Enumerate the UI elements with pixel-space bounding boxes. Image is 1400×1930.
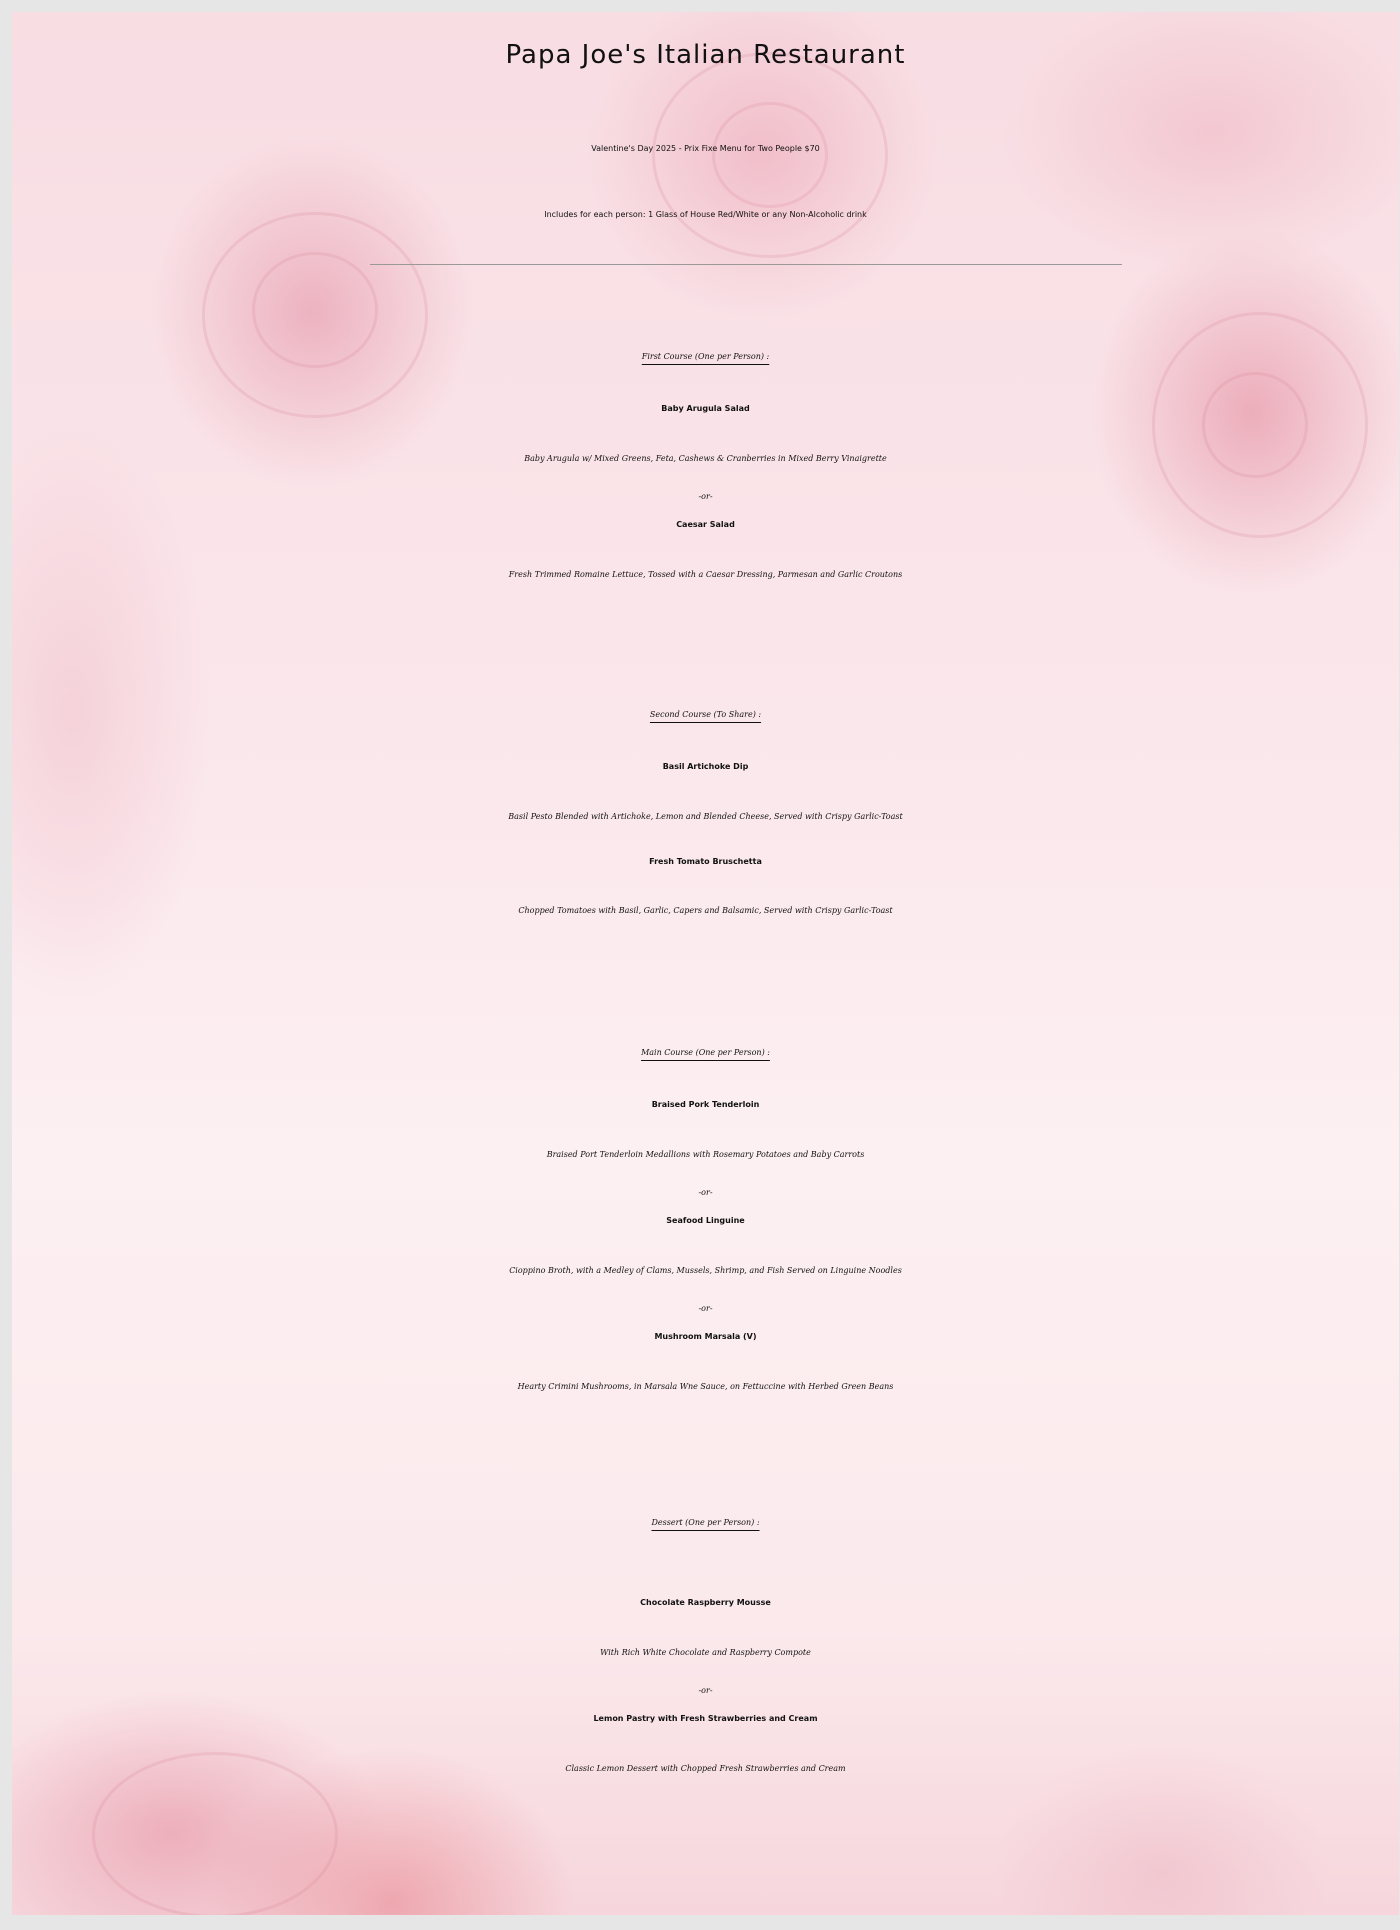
dish-name: Fresh Tomato Bruschetta <box>649 857 762 866</box>
course-heading-main: Main Course (One per Person) : <box>641 1048 770 1057</box>
or-separator: -or- <box>698 1304 713 1313</box>
dish-name: Seafood Linguine <box>666 1216 745 1225</box>
or-separator: -or- <box>698 1686 713 1695</box>
dish-description: Classic Lemon Dessert with Chopped Fresh Strawberries and Cream <box>565 1764 846 1773</box>
dish-description: Baby Arugula w/ Mixed Greens, Feta, Cashews & Cranberries in Mixed Berry Vinaigrette <box>524 454 887 463</box>
dish-description: Hearty Crimini Mushrooms, in Marsala Wne Sauce, on Fettuccine with Herbed Green Beans <box>517 1382 894 1391</box>
or-separator: -or- <box>698 492 713 501</box>
dish-description: Cioppino Broth, with a Medley of Clams, Mussels, Shrimp, and Fish Served on Linguine Noodles <box>509 1266 902 1275</box>
or-separator: -or- <box>698 1188 713 1197</box>
course-heading-second: Second Course (To Share) : <box>649 710 762 719</box>
dish-name: Chocolate Raspberry Mousse <box>640 1598 771 1607</box>
course-heading-dessert: Dessert (One per Person) : <box>651 1518 760 1527</box>
menu-page <box>12 12 1399 1915</box>
dish-name: Basil Artichoke Dip <box>662 762 749 771</box>
menu-content <box>12 12 1399 1915</box>
course-heading-first: First Course (One per Person) : <box>641 352 770 361</box>
dish-description: Braised Port Tenderloin Medallions with Rosemary Potatoes and Baby Carrots <box>546 1150 865 1159</box>
dish-description: Fresh Trimmed Romaine Lettuce, Tossed with a Caesar Dressing, Parmesan and Garlic Croutons <box>508 570 903 579</box>
menu-includes: Includes for each person: 1 Glass of House Red/White or any Non-Alcoholic drink <box>544 210 867 219</box>
dish-name: Caesar Salad <box>676 520 735 529</box>
dish-name: Braised Pork Tenderloin <box>651 1100 760 1109</box>
restaurant-title: Papa Joe's Italian Restaurant <box>505 40 906 70</box>
header-divider <box>370 264 1122 265</box>
dish-name: Lemon Pastry with Fresh Strawberries and Cream <box>593 1714 818 1723</box>
dish-description: Basil Pesto Blended with Artichoke, Lemon and Blended Cheese, Served with Crispy Garlic-Toast <box>508 812 903 821</box>
dish-description: With Rich White Chocolate and Raspberry Compote <box>600 1648 811 1657</box>
dish-name: Baby Arugula Salad <box>661 404 750 413</box>
menu-subtitle: Valentine's Day 2025 - Prix Fixe Menu for Two People $70 <box>591 144 820 153</box>
dish-description: Chopped Tomatoes with Basil, Garlic, Capers and Balsamic, Served with Crispy Garlic-Toast <box>518 906 893 915</box>
dish-name: Mushroom Marsala (V) <box>654 1332 757 1341</box>
